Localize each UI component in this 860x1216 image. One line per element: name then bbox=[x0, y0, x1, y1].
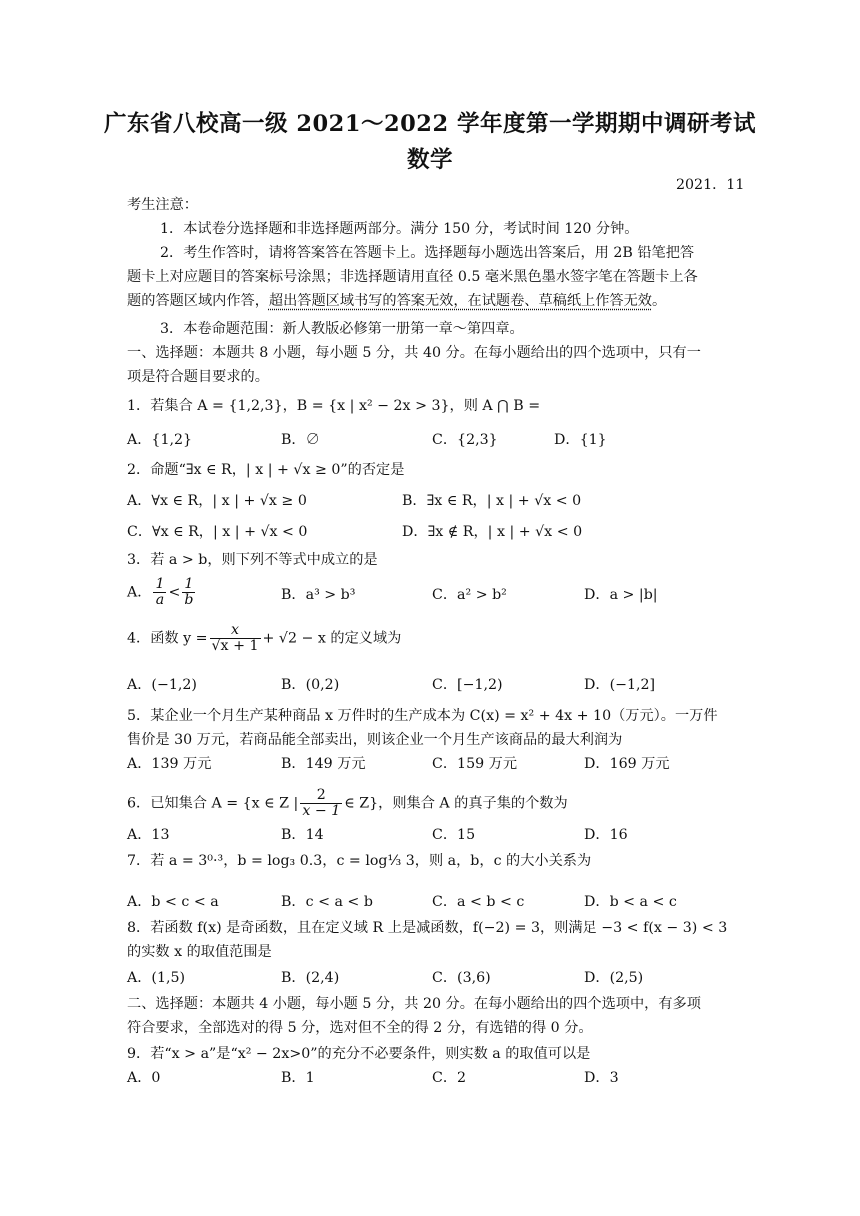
q2-option-c: C．∀x ∈ R，| x | + √x < 0 bbox=[127, 524, 308, 540]
q9-option-c: C．2 bbox=[432, 1070, 467, 1086]
q7-option-d: D．b < a < c bbox=[584, 894, 677, 910]
q4-option-c: C．[−1,2) bbox=[432, 677, 503, 693]
q6-fraction: $\frac{2}{x - 1}$ bbox=[302, 787, 341, 819]
q6-prefix: 6．已知集合 A = {x ∈ Z | bbox=[127, 795, 299, 812]
notice-heading: 考生注意： bbox=[127, 197, 198, 213]
exam-title: 广东省八校高一级 2021～2022 学年度第一学期期中调研考试 bbox=[104, 111, 756, 137]
q4-prefix: 4．函数 y = bbox=[127, 630, 208, 647]
notice-item-3: 3．本卷命题范围：新人教版必修第一册第一章～第四章。 bbox=[160, 321, 524, 337]
question-5-line-1: 5．某企业一个月生产某种商品 x 万件时的生产成本为 C(x) = x² + 4x + 10（万元）。一万件 bbox=[127, 708, 718, 724]
question-2: 2．命题“∃x ∈ R，| x | + √x ≥ 0”的否定是 bbox=[127, 462, 405, 478]
question-7: 7．若 a = 3⁰·³，b = log₃ 0.3，c = log⅓ 3，则 a，b，c 的大小关系为 bbox=[127, 853, 592, 869]
notice-item-1: 1．本试卷分选择题和非选择题两部分。满分 150 分，考试时间 120 分钟。 bbox=[160, 221, 639, 237]
q7-option-c: C．a < b < c bbox=[432, 894, 525, 910]
q5-option-d: D．169 万元 bbox=[584, 756, 670, 772]
section-1-line-2: 项是符合题目要求的。 bbox=[127, 369, 269, 385]
q8-option-d: D．(2,5) bbox=[584, 970, 644, 986]
q5-option-b: B．149 万元 bbox=[281, 756, 366, 772]
q3-fraction-2: $\frac{1}{b}$ bbox=[184, 576, 194, 608]
q3-option-d: D．a > |b| bbox=[584, 587, 658, 603]
q2-option-d: D．∃x ∉ R，| x | + √x < 0 bbox=[402, 524, 583, 540]
notice-item-2-prefix: 题的答题区域内作答， bbox=[127, 293, 269, 309]
q2-option-a: A．∀x ∈ R，| x | + √x ≥ 0 bbox=[127, 493, 307, 509]
question-8-line-2: 的实数 x 的取值范围是 bbox=[127, 944, 272, 960]
q7-option-a: A．b < c < a bbox=[127, 894, 219, 910]
q3-relation: < bbox=[168, 584, 181, 601]
q1-option-a: A．{1,2} bbox=[127, 432, 193, 448]
question-6 bbox=[127, 788, 737, 819]
question-3: 3．若 a > b，则下列不等式中成立的是 bbox=[127, 552, 378, 568]
q5-option-c: C．159 万元 bbox=[432, 756, 518, 772]
q6-option-a: A．13 bbox=[127, 827, 170, 843]
question-9: 9．若“x > a”是“x² − 2x>0”的充分不必要条件，则实数 a 的取值可以是 bbox=[127, 1046, 591, 1062]
q9-option-a: A．0 bbox=[127, 1070, 161, 1086]
question-1: 1．若集合 A = {1,2,3}，B = {x | x² − 2x > 3}，则 A ⋂ B = bbox=[127, 398, 541, 414]
q7-option-b: B．c < a < b bbox=[281, 894, 373, 910]
q8-option-c: C．(3,6) bbox=[432, 970, 491, 986]
q6-option-d: D．16 bbox=[584, 827, 628, 843]
q4-fraction: $\frac{x}{√x + 1}$ bbox=[211, 622, 259, 654]
q4-option-d: D．(−1,2] bbox=[584, 677, 656, 693]
q6-tail: ∈ Z}，则集合 A 的真子集的个数为 bbox=[344, 795, 568, 812]
q8-option-a: A．(1,5) bbox=[127, 970, 186, 986]
q4-option-b: B．(0,2) bbox=[281, 677, 340, 693]
notice-item-2-line-3 bbox=[127, 291, 737, 311]
q1-option-c: C．{2,3} bbox=[432, 432, 498, 448]
q3-option-a-label: A． bbox=[127, 584, 152, 601]
q4-option-a: A．(−1,2) bbox=[127, 677, 197, 693]
notice-item-2-line-2: 题卡上对应题目的答案标号涂黑；非选择题请用直径 0.5 毫米黑色墨水签字笔在答题卡上各 bbox=[127, 269, 698, 285]
q9-option-b: B．1 bbox=[281, 1070, 315, 1086]
notice-item-2-line-1: 2．考生作答时，请将答案答在答题卡上。选择题每小题选出答案后，用 2B 铅笔把答 bbox=[160, 245, 695, 261]
q1-option-d: D．{1} bbox=[554, 432, 607, 448]
q3-option-a bbox=[127, 577, 197, 608]
section-2-line-1: 二、选择题：本题共 4 小题，每小题 5 分，共 20 分。在每小题给出的四个选项中，有多项 bbox=[127, 996, 701, 1012]
question-4 bbox=[127, 623, 737, 654]
notice-item-2-suffix: 。 bbox=[651, 293, 667, 309]
q3-fraction-1: $\frac{1}{a}$ bbox=[155, 576, 165, 608]
exam-subject: 数学 bbox=[406, 147, 453, 173]
question-8-line-1: 8．若函数 f(x) 是奇函数，且在定义域 R 上是减函数，f(−2) = 3，则满足 −3 < f(x − 3) < 3 bbox=[127, 920, 728, 936]
q4-tail: + √2 − x 的定义域为 bbox=[262, 630, 402, 647]
question-5-line-2: 售价是 30 万元，若商品能全部卖出，则该企业一个月生产该商品的最大利润为 bbox=[127, 732, 623, 748]
exam-date: 2021．11 bbox=[676, 177, 745, 193]
section-2-line-2: 符合要求，全部选对的得 5 分，选对但不全的得 2 分，有选错的得 0 分。 bbox=[127, 1020, 593, 1036]
q3-option-c: C．a² > b² bbox=[432, 587, 507, 603]
q2-option-b: B．∃x ∈ R，| x | + √x < 0 bbox=[402, 493, 582, 509]
q3-option-b: B．a³ > b³ bbox=[281, 587, 356, 603]
q1-option-b: B．∅ bbox=[281, 432, 320, 448]
q8-option-b: B．(2,4) bbox=[281, 970, 340, 986]
notice-emphasis: 超出答题区域书写的答案无效，在试题卷、草稿纸上作答无效 bbox=[268, 293, 652, 309]
q5-option-a: A．139 万元 bbox=[127, 756, 212, 772]
section-1-line-1: 一、选择题：本题共 8 小题，每小题 5 分，共 40 分。在每小题给出的四个选项中，只有一 bbox=[127, 345, 701, 361]
q9-option-d: D．3 bbox=[584, 1070, 619, 1086]
q6-option-c: C．15 bbox=[432, 827, 476, 843]
q6-option-b: B．14 bbox=[281, 827, 324, 843]
